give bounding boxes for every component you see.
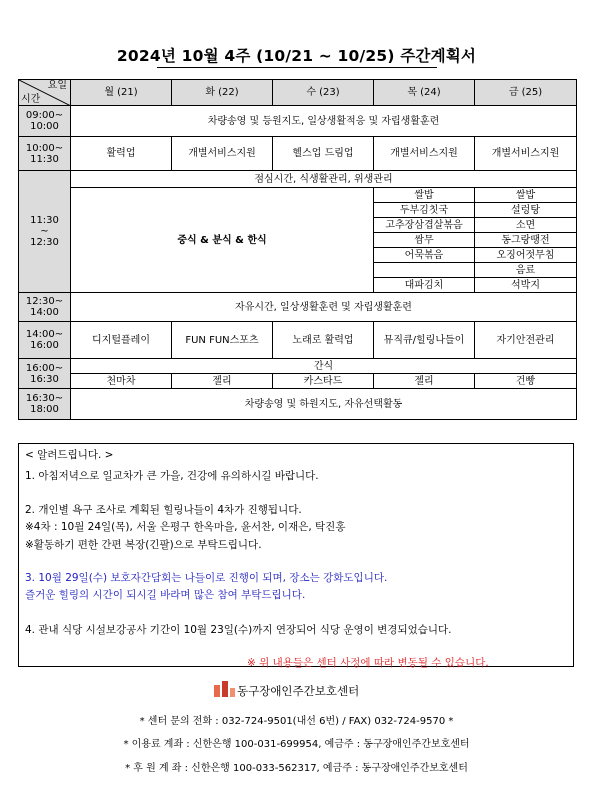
- center-name: 동구장애인주간보호센터: [237, 684, 360, 698]
- activity-cell: 뮤직큐/힐링나들이: [374, 322, 475, 359]
- menu-item: 오징어젓무침: [475, 248, 577, 263]
- time-slot: 12:30~ 14:00: [19, 293, 71, 322]
- activity-cell: 자기안전관리: [475, 322, 577, 359]
- menu-item: 두부김칫국: [374, 203, 475, 218]
- menu-item: 음료: [475, 263, 577, 278]
- day-header-tue: 화 (22): [172, 80, 273, 106]
- notice-line: ※4차 : 10월 24일(목), 서울 은평구 한옥마을, 윤서찬, 이재은, 탁진홍: [25, 521, 346, 533]
- activity-cell: 헬스업 드림업: [273, 137, 374, 171]
- menu-item: 쌈무: [374, 233, 475, 248]
- menu-item: 대파김치: [374, 278, 475, 293]
- snack-header: 간식: [71, 359, 577, 374]
- corner-time-label: 시간: [21, 94, 41, 105]
- table-corner: [19, 80, 71, 106]
- time-slot: 16:00~ 16:30: [19, 359, 71, 389]
- notice-line: 4. 관내 식당 시설보강공사 기간이 10월 23일(수)까지 연장되어 식당 운영이 변경되었습니다.: [25, 624, 452, 636]
- snack-cell: 천마차: [71, 374, 172, 389]
- notice-line: 3. 10월 29일(수) 보호자간담회는 나들이로 진행이 되며, 장소는 강화도입니다.: [25, 572, 388, 584]
- menu-item: 어묵볶음: [374, 248, 475, 263]
- time-slot: 16:30~ 18:00: [19, 389, 71, 420]
- notice-line: ※활동하기 편한 간편 복장(긴팔)으로 부탁드립니다.: [25, 539, 262, 551]
- snack-cell: 카스타드: [273, 374, 374, 389]
- time-slot: 10:00~ 11:30: [19, 137, 71, 171]
- time-slot: 11:30 ~ 12:30: [19, 171, 71, 293]
- activity-cell: FUN FUN스포츠: [172, 322, 273, 359]
- snack-cell: 젤리: [172, 374, 273, 389]
- menu-item: 고추장삼겹살볶음: [374, 218, 475, 233]
- snack-cell: 건빵: [475, 374, 577, 389]
- activity-cell: 활력업: [71, 137, 172, 171]
- activity-cell: 개별서비스지원: [475, 137, 577, 171]
- day-header-wed: 수 (23): [273, 80, 374, 106]
- notice-disclaimer: ※ 위 내용들은 센터 사정에 따라 변동될 수 있습니다.: [247, 657, 489, 669]
- activity-cell: 디지털플레이: [71, 322, 172, 359]
- activity-cell: 차량송영 및 하원지도, 자유선택활동: [71, 389, 577, 420]
- notice-line: 1. 아침저녁으로 일교차가 큰 가을, 건강에 유의하시길 바랍니다.: [25, 470, 319, 482]
- lunch-header: 점심시간, 식생활관리, 위생관리: [71, 171, 577, 188]
- menu-item: 쌀밥: [475, 188, 577, 203]
- day-header-fri: 금 (25): [475, 80, 577, 106]
- notice-box: [18, 443, 574, 667]
- menu-item: 동그랑땡전: [475, 233, 577, 248]
- lunch-menu-title: 중식 & 분식 & 한식: [71, 188, 374, 293]
- donation-account: * 후 원 계 좌 : 신한은행 100-033-562317, 예금주 : 동구장애인주간보호센터: [125, 763, 468, 774]
- menu-item: 소면: [475, 218, 577, 233]
- corner-day-label: 요일: [47, 80, 67, 91]
- menu-item: [374, 263, 475, 278]
- menu-item: 석박지: [475, 278, 577, 293]
- time-slot: 14:00~ 16:00: [19, 322, 71, 359]
- day-header-thu: 목 (24): [374, 80, 475, 106]
- activity-cell: 차량송영 및 등원지도, 일상생활적응 및 자립생활훈련: [71, 106, 577, 137]
- schedule-table: [18, 79, 577, 420]
- page-title: 2024년 10월 4주 (10/21 ~ 10/25) 주간계획서: [116, 47, 477, 65]
- activity-cell: 노래로 활력업: [273, 322, 374, 359]
- notice-line: 즐거운 힐링의 시간이 되시길 바라며 많은 참여 부탁드립니다.: [25, 589, 306, 601]
- center-logo: [213, 679, 413, 701]
- center-logo-icon: [213, 679, 237, 699]
- notice-line: 2. 개인별 욕구 조사로 계획된 힐링나들이 4차가 진행됩니다.: [25, 504, 302, 516]
- activity-cell: 개별서비스지원: [172, 137, 273, 171]
- menu-item: 쌀밥: [374, 188, 475, 203]
- menu-item: 설렁탕: [475, 203, 577, 218]
- activity-cell: 개별서비스지원: [374, 137, 475, 171]
- contact-phone: * 센터 문의 전화 : 032-724-9501(내선 6번) / FAX) 032-724-9570 *: [139, 716, 454, 727]
- notice-heading: < 알려드립니다. >: [25, 449, 114, 461]
- activity-cell: 자유시간, 일상생활훈련 및 자립생활훈련: [71, 293, 577, 322]
- snack-cell: 젤리: [374, 374, 475, 389]
- day-header-mon: 월 (21): [71, 80, 172, 106]
- usage-account: * 이용료 계좌 : 신한은행 100-031-699954, 예금주 : 동구장애인주간보호센터: [123, 739, 470, 750]
- title-underline: [157, 67, 437, 68]
- time-slot: 09:00~ 10:00: [19, 106, 71, 137]
